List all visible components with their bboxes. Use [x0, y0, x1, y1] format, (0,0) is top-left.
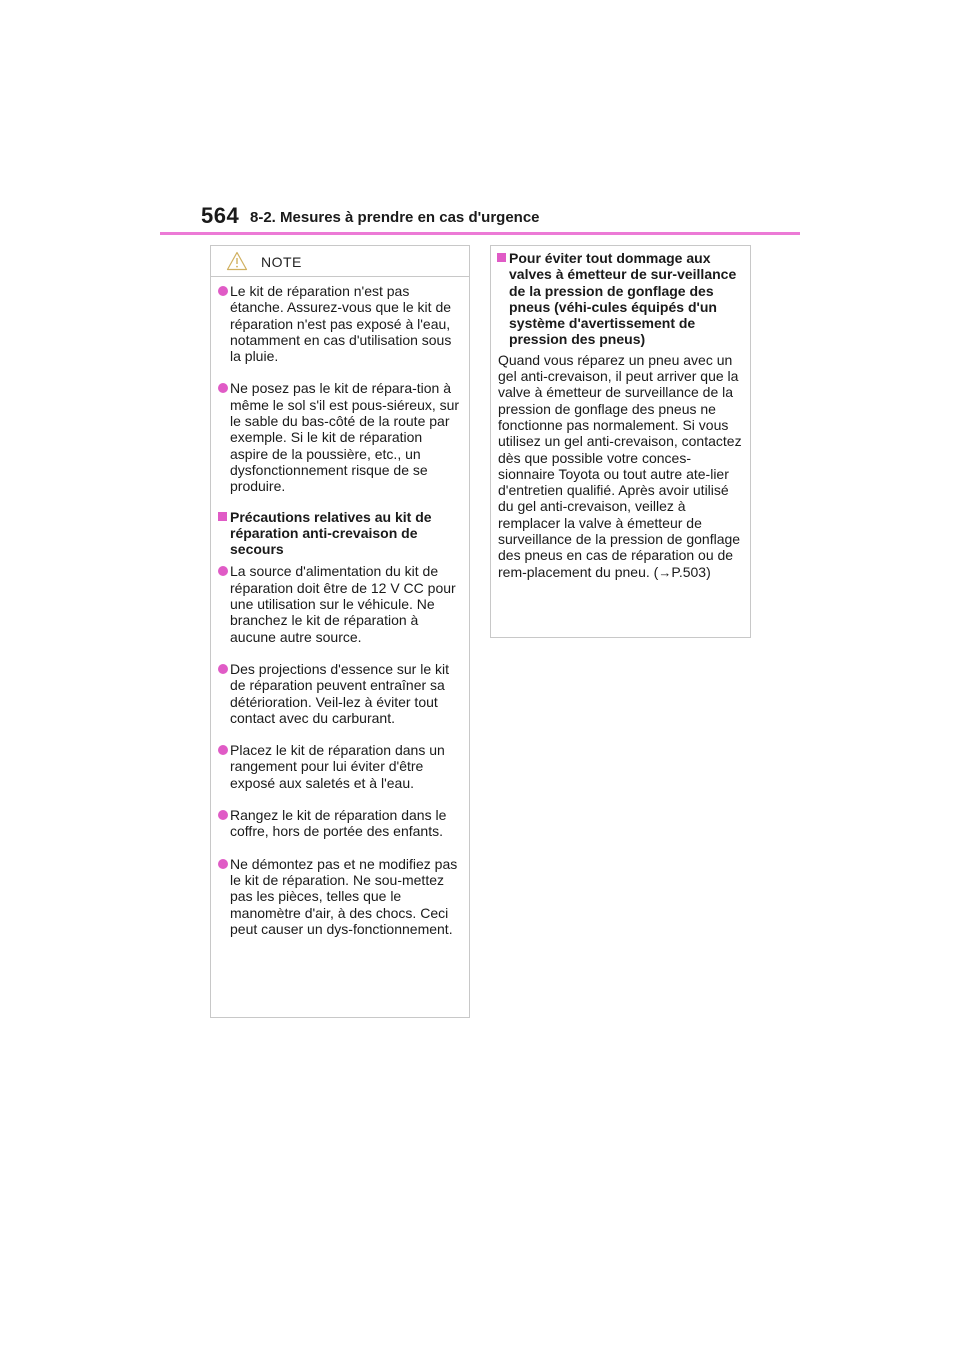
item-text: Placez le kit de réparation dans un rangement pour lui éviter d'être exposé aux saletés et à l'eau. — [230, 742, 445, 791]
list-item — [218, 563, 461, 644]
square-bullet-icon — [218, 512, 227, 521]
note-label: NOTE — [261, 254, 302, 270]
note-box — [210, 245, 470, 1018]
bullet-icon — [218, 566, 228, 576]
list-item — [218, 661, 461, 726]
arrow-right-icon: → — [658, 564, 672, 580]
bullet-icon — [218, 383, 228, 393]
item-text: Rangez le kit de réparation dans le coffre, hors de portée des enfants. — [230, 807, 447, 840]
paragraph-text: Quand vous réparez un pneu avec un gel anti-crevaison, il peut arriver que la valve à émetteur de surveillance de la pression de gonflage des pneus ne fonctionne pas normalement. Si vous utilisez un gel anti-crevaison, contactez dès que possible votre conces-sionnaire Toyota ou tout autre ate-lier d'entretien qualifié. Après avoir utilisé du gel anti-crevaison, veillez à remplacer la valve à émetteur de surveillance de la pression de gonflage des pneus en cas de réparation ou de rem-placement du pneu. ( — [498, 351, 742, 580]
heading-text: Pour éviter tout dommage aux valves à émetteur de sur-veillance de la pression de gonflage des pneus (véhi-cules équipés d'un système d'avertissement de pression des pneus) — [509, 250, 737, 348]
subheading-text: Précautions relatives au kit de réparation anti-crevaison de secours — [230, 508, 432, 558]
warning-icon — [226, 251, 248, 271]
bullet-icon — [218, 859, 228, 869]
list-item — [218, 742, 461, 791]
tpms-heading — [497, 250, 742, 348]
page-reference[interactable]: P.503) — [671, 563, 711, 580]
bullet-icon — [218, 286, 228, 296]
list-item — [218, 283, 461, 364]
page-number: 564 — [201, 203, 240, 228]
item-text: Le kit de réparation n'est pas étanche. Assurez-vous que le kit de réparation n'est pas exposé à l'eau, notamment en cas d'utilisation sous la pluie. — [230, 283, 452, 365]
section-title: 8-2. Mesures à prendre en cas d'urgence — [250, 209, 540, 226]
note-list — [211, 277, 469, 937]
list-item — [218, 856, 461, 937]
square-bullet-icon — [497, 253, 506, 262]
tpms-box — [490, 245, 751, 638]
item-text: La source d'alimentation du kit de réparation doit être de 12 V CC pour une utilisation sur le véhicule. Ne branchez le kit de réparation à aucune autre source. — [230, 563, 456, 645]
bullet-icon — [218, 664, 228, 674]
item-text: Ne démontez pas et ne modifiez pas le kit de réparation. Ne sou-mettez pas les pièces, telles que le manomètre d'air, à des chocs. Ceci peut causer un dys-fonctionnement. — [230, 855, 458, 937]
item-text: Ne posez pas le kit de répara-tion à même le sol s'il est pous-siéreux, sur le sable du bas-côté de la route par exemple. Si le kit de réparation aspire de la poussière, etc., un dysfonctionnement risque de se produire. — [230, 380, 460, 495]
list-item — [218, 807, 461, 840]
subheading — [218, 509, 461, 558]
bullet-icon — [218, 810, 228, 820]
item-text: Des projections d'essence sur le kit de réparation peuvent entraîner sa détérioration. Veil-lez à éviter tout contact avec du carburant. — [230, 660, 449, 726]
header-rule — [160, 232, 800, 235]
tpms-content — [491, 246, 750, 581]
bullet-icon — [218, 745, 228, 755]
note-header — [211, 246, 469, 277]
tpms-paragraph — [498, 352, 742, 581]
list-item — [218, 380, 461, 494]
